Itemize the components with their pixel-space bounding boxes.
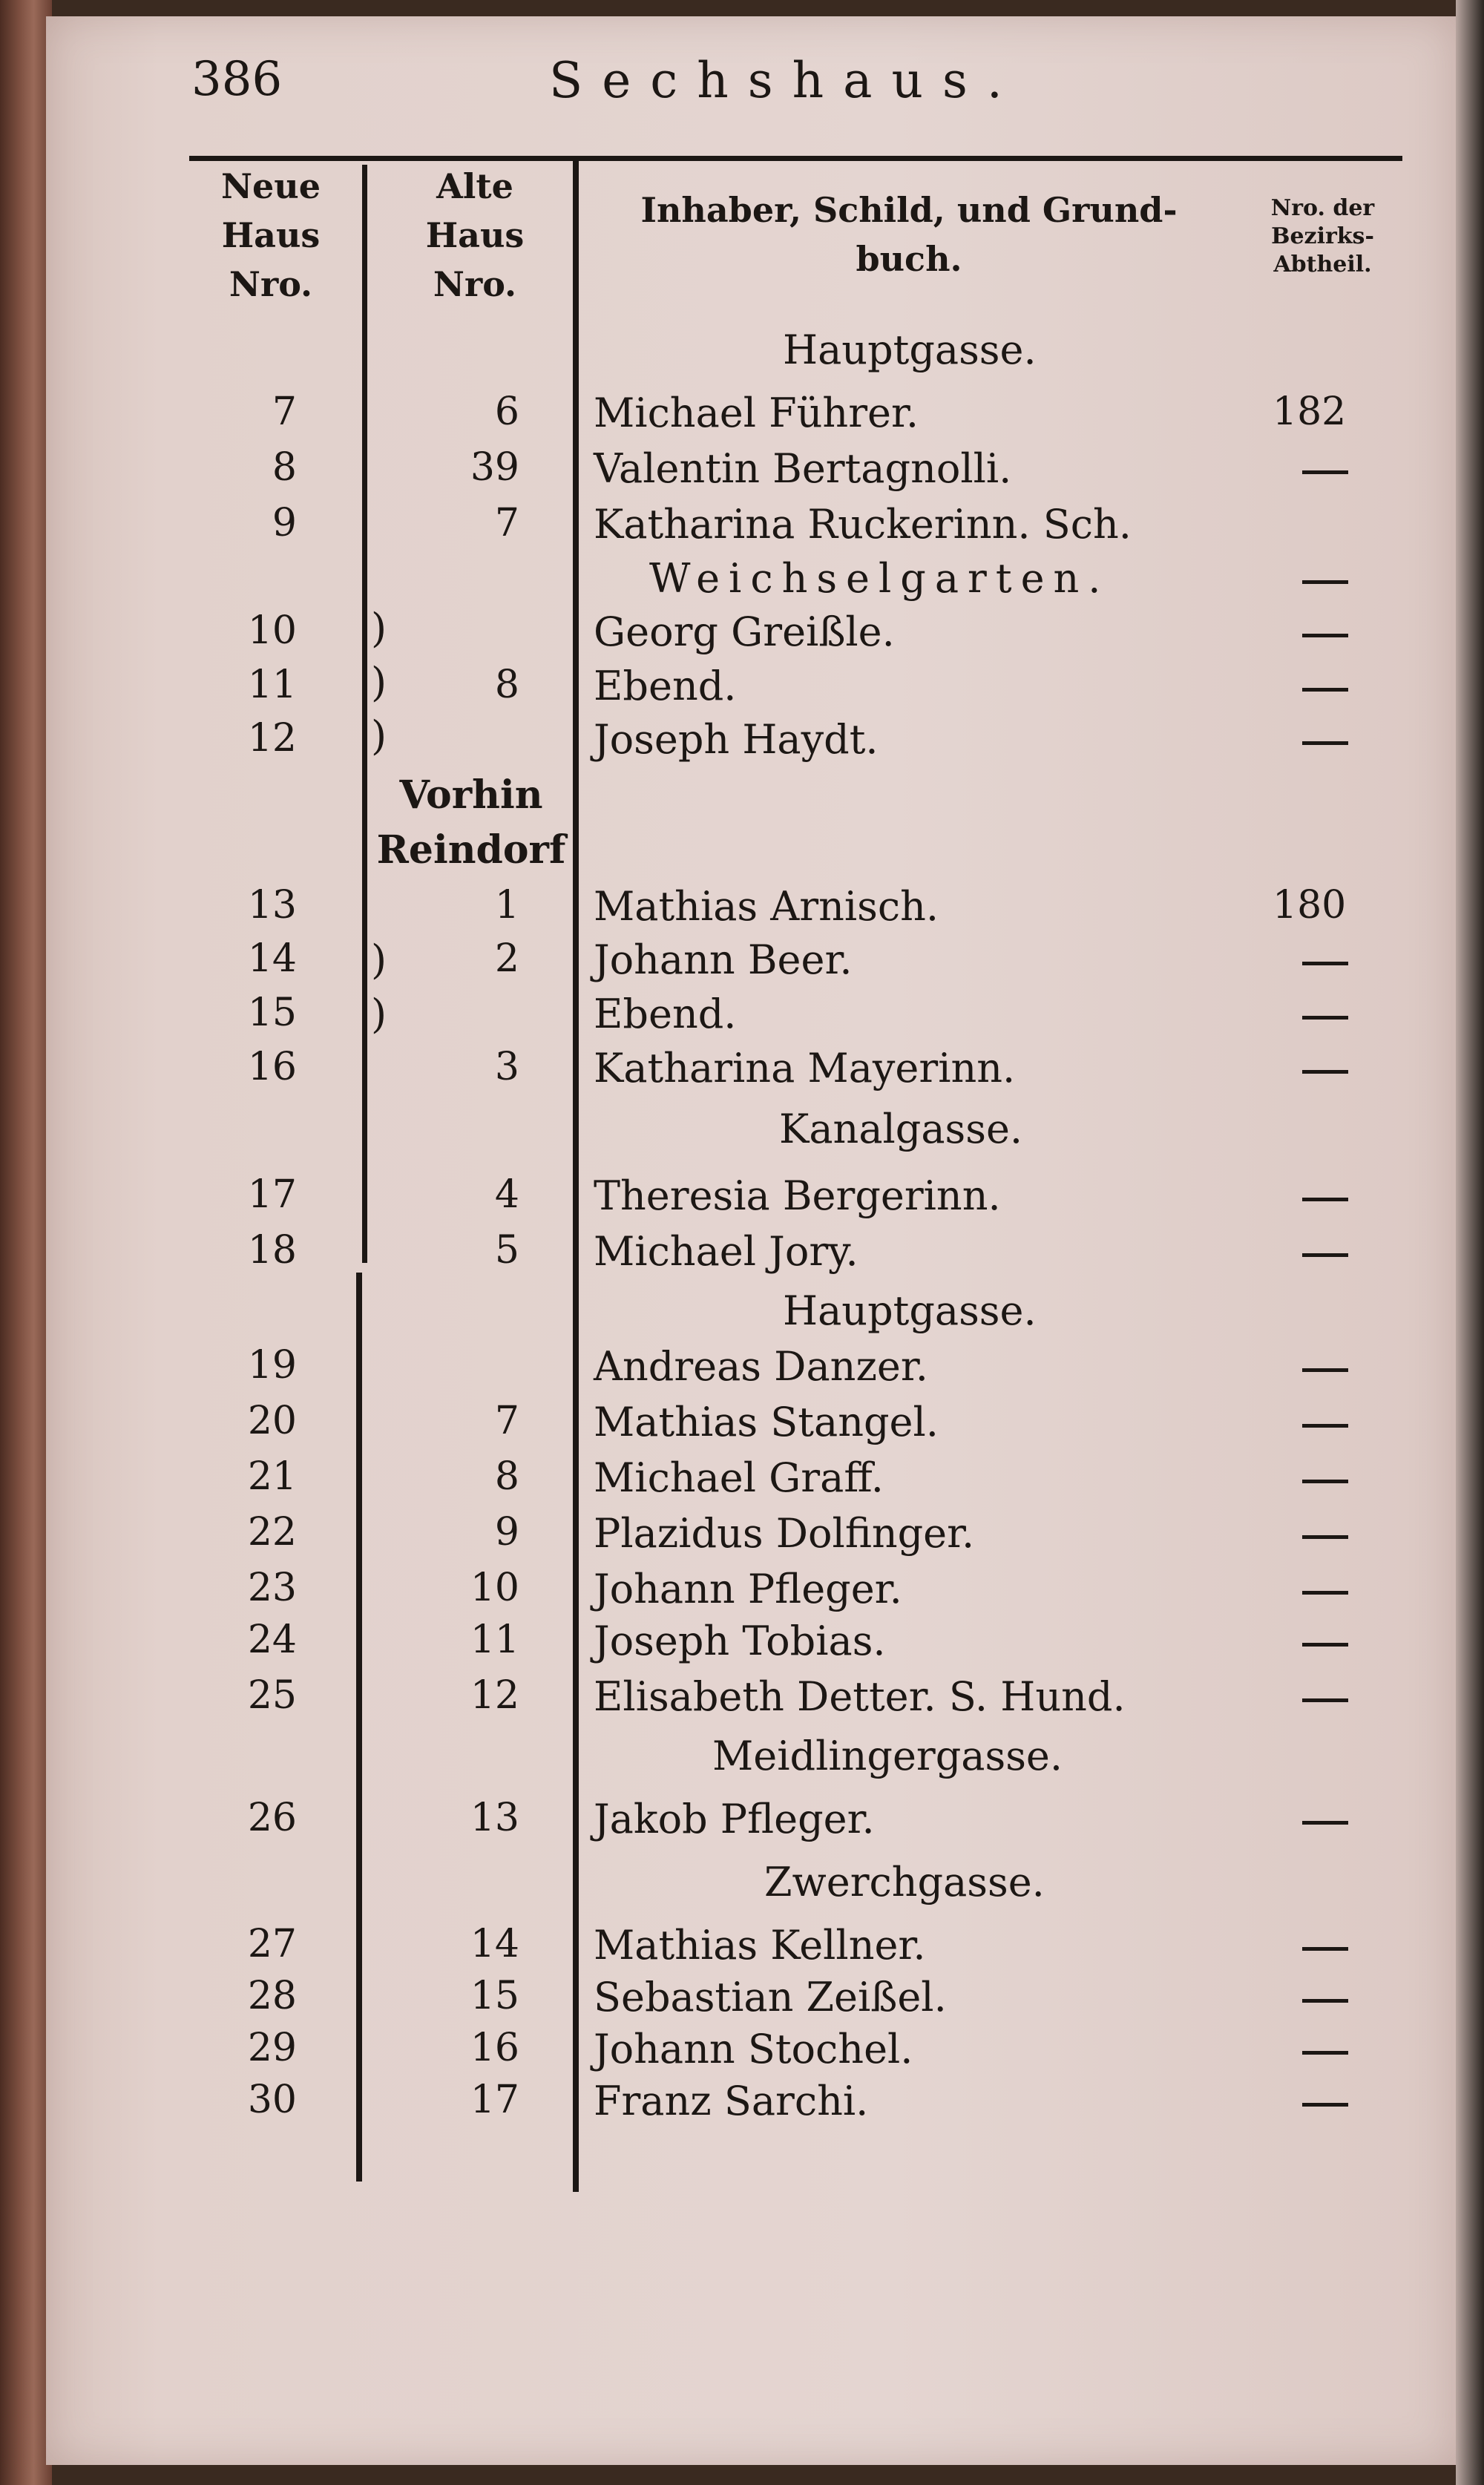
alt-subheading-vorhin-reindorf: Vorhin Reindorf [376, 772, 566, 873]
alte-haus-nro: 7 [494, 1399, 519, 1443]
column-rule-left-upper [362, 165, 367, 1263]
page-number: 386 [191, 52, 283, 107]
alte-haus-nro: 6 [494, 390, 519, 434]
bezirk-dash [1302, 1591, 1348, 1595]
bracket: ) [371, 659, 387, 706]
inhaber-name: Mathias Kellner. [594, 1922, 926, 1969]
inhaber-name: Joseph Tobias. [594, 1618, 886, 1664]
bezirk-dash [1302, 1999, 1348, 2003]
bracket: ) [371, 712, 387, 759]
column-rule-left-lower [356, 1273, 362, 2182]
inhaber-name: Theresia Bergerinn. [594, 1172, 1001, 1219]
col-header-alte-haus-nro: Alte Haus Nro. [425, 166, 525, 304]
inhaber-name: Joseph Haydt. [594, 716, 879, 763]
inhaber-name: Mathias Arnisch. [594, 883, 939, 930]
bezirk-dash [1302, 1821, 1348, 1825]
neue-haus-nro: 14 [247, 936, 297, 981]
alte-haus-nro: 16 [470, 2026, 519, 2070]
bezirk-dash [1302, 1016, 1348, 1020]
alte-haus-nro: 3 [494, 1045, 519, 1089]
neue-haus-nro: 18 [247, 1228, 297, 1273]
inhaber-name: Georg Greißle. [594, 608, 895, 655]
neue-haus-nro: 9 [272, 501, 297, 545]
column-rule-middle [573, 160, 579, 2192]
bezirk-dash [1302, 1643, 1348, 1647]
inhaber-name: Franz Sarchi. [594, 2078, 869, 2124]
alte-haus-nro: 8 [494, 1454, 519, 1499]
street-heading: Hauptgasse. [783, 326, 1037, 373]
neue-haus-nro: 19 [247, 1343, 297, 1388]
neue-haus-nro: 20 [247, 1399, 297, 1443]
inhaber-name: Johann Pfleger. [594, 1566, 902, 1612]
inhaber-name: Sebastian Zeißel. [594, 1974, 947, 2021]
bracket: ) [371, 936, 387, 983]
alte-haus-nro: 17 [470, 2078, 519, 2122]
bezirk-dash [1302, 2051, 1348, 2055]
header-rule [189, 156, 1402, 161]
page-edge [1456, 0, 1484, 2485]
neue-haus-nro: 13 [247, 883, 297, 928]
alte-haus-nro: 1 [494, 883, 519, 928]
bezirk-dash [1302, 470, 1348, 474]
bracket: ) [371, 605, 387, 651]
alte-haus-nro: 2 [494, 936, 519, 981]
neue-haus-nro: 30 [247, 2078, 297, 2122]
street-heading: Kanalgasse. [779, 1106, 1023, 1152]
inhaber-name: Michael Führer. [594, 390, 919, 436]
neue-haus-nro: 22 [247, 1510, 297, 1555]
inhaber-name: Katharina Mayerinn. [594, 1045, 1016, 1092]
inhaber-name: Katharina Ruckerinn. Sch. [594, 501, 1132, 548]
bezirk-nro: 180 [1273, 883, 1347, 928]
alte-haus-nro: 15 [470, 1974, 519, 2018]
inhaber-name: Michael Jory. [594, 1228, 858, 1275]
bezirk-dash [1302, 1253, 1348, 1257]
street-heading: Hauptgasse. [783, 1287, 1037, 1334]
alte-haus-nro: 10 [470, 1566, 519, 1610]
bezirk-dash [1302, 1480, 1348, 1483]
inhaber-name: Jakob Pfleger. [594, 1796, 875, 1842]
neue-haus-nro: 26 [247, 1796, 297, 1840]
bezirk-dash [1302, 1947, 1348, 1951]
bezirk-dash [1302, 1070, 1348, 1074]
street-heading: Meidlingergasse. [712, 1733, 1063, 1779]
neue-haus-nro: 16 [247, 1045, 297, 1089]
inhaber-name: Weichselgarten. [649, 555, 1110, 602]
neue-haus-nro: 15 [247, 991, 297, 1035]
col-header-bezirk: Nro. der Bezirks- Abtheil. [1270, 195, 1375, 278]
alte-haus-nro: 39 [470, 445, 519, 490]
alte-haus-nro: 8 [494, 663, 519, 707]
bezirk-dash [1302, 1368, 1348, 1372]
col-header-inhaber: Inhaber, Schild, und Grund- buch. [640, 190, 1178, 279]
bezirk-dash [1302, 741, 1348, 745]
book-binding [0, 0, 52, 2485]
alte-haus-nro: 7 [494, 501, 519, 545]
inhaber-name: Mathias Stangel. [594, 1399, 939, 1445]
neue-haus-nro: 23 [247, 1566, 297, 1610]
neue-haus-nro: 24 [247, 1618, 297, 1662]
bezirk-dash [1302, 962, 1348, 965]
neue-haus-nro: 27 [247, 1922, 297, 1966]
neue-haus-nro: 12 [247, 716, 297, 761]
neue-haus-nro: 11 [247, 663, 297, 707]
alte-haus-nro: 12 [470, 1673, 519, 1718]
bezirk-dash [1302, 1424, 1348, 1428]
bezirk-dash [1302, 1535, 1348, 1539]
bezirk-dash [1302, 2103, 1348, 2107]
neue-haus-nro: 28 [247, 1974, 297, 2018]
inhaber-name: Johann Beer. [594, 936, 853, 983]
neue-haus-nro: 7 [272, 390, 297, 434]
inhaber-name: Johann Stochel. [594, 2026, 913, 2072]
inhaber-name: Valentin Bertagnolli. [594, 445, 1012, 492]
inhaber-name: Michael Graff. [594, 1454, 884, 1501]
bezirk-nro: 182 [1273, 390, 1347, 434]
inhaber-name: Plazidus Dolfinger. [594, 1510, 975, 1557]
alte-haus-nro: 13 [470, 1796, 519, 1840]
neue-haus-nro: 8 [272, 445, 297, 490]
bezirk-dash [1302, 580, 1348, 584]
bezirk-dash [1302, 1198, 1348, 1201]
alte-haus-nro: 11 [470, 1618, 519, 1662]
alte-haus-nro: 14 [470, 1922, 519, 1966]
neue-haus-nro: 10 [247, 608, 297, 653]
bezirk-dash [1302, 1698, 1348, 1702]
alte-haus-nro: 4 [494, 1172, 519, 1217]
bezirk-dash [1302, 688, 1348, 692]
inhaber-name: Ebend. [594, 663, 737, 709]
neue-haus-nro: 29 [247, 2026, 297, 2070]
bracket: ) [371, 991, 387, 1037]
alte-haus-nro: 5 [494, 1228, 519, 1273]
bezirk-dash [1302, 634, 1348, 637]
page-title: Sechshaus. [549, 52, 1022, 109]
inhaber-name: Elisabeth Detter. S. Hund. [594, 1673, 1126, 1720]
inhaber-name: Andreas Danzer. [594, 1343, 928, 1390]
neue-haus-nro: 17 [247, 1172, 297, 1217]
alte-haus-nro: 9 [494, 1510, 519, 1555]
neue-haus-nro: 25 [247, 1673, 297, 1718]
street-heading: Zwerchgasse. [764, 1859, 1045, 1905]
neue-haus-nro: 21 [247, 1454, 297, 1499]
inhaber-name: Ebend. [594, 991, 737, 1037]
col-header-neue-haus-nro: Neue Haus Nro. [220, 166, 321, 304]
